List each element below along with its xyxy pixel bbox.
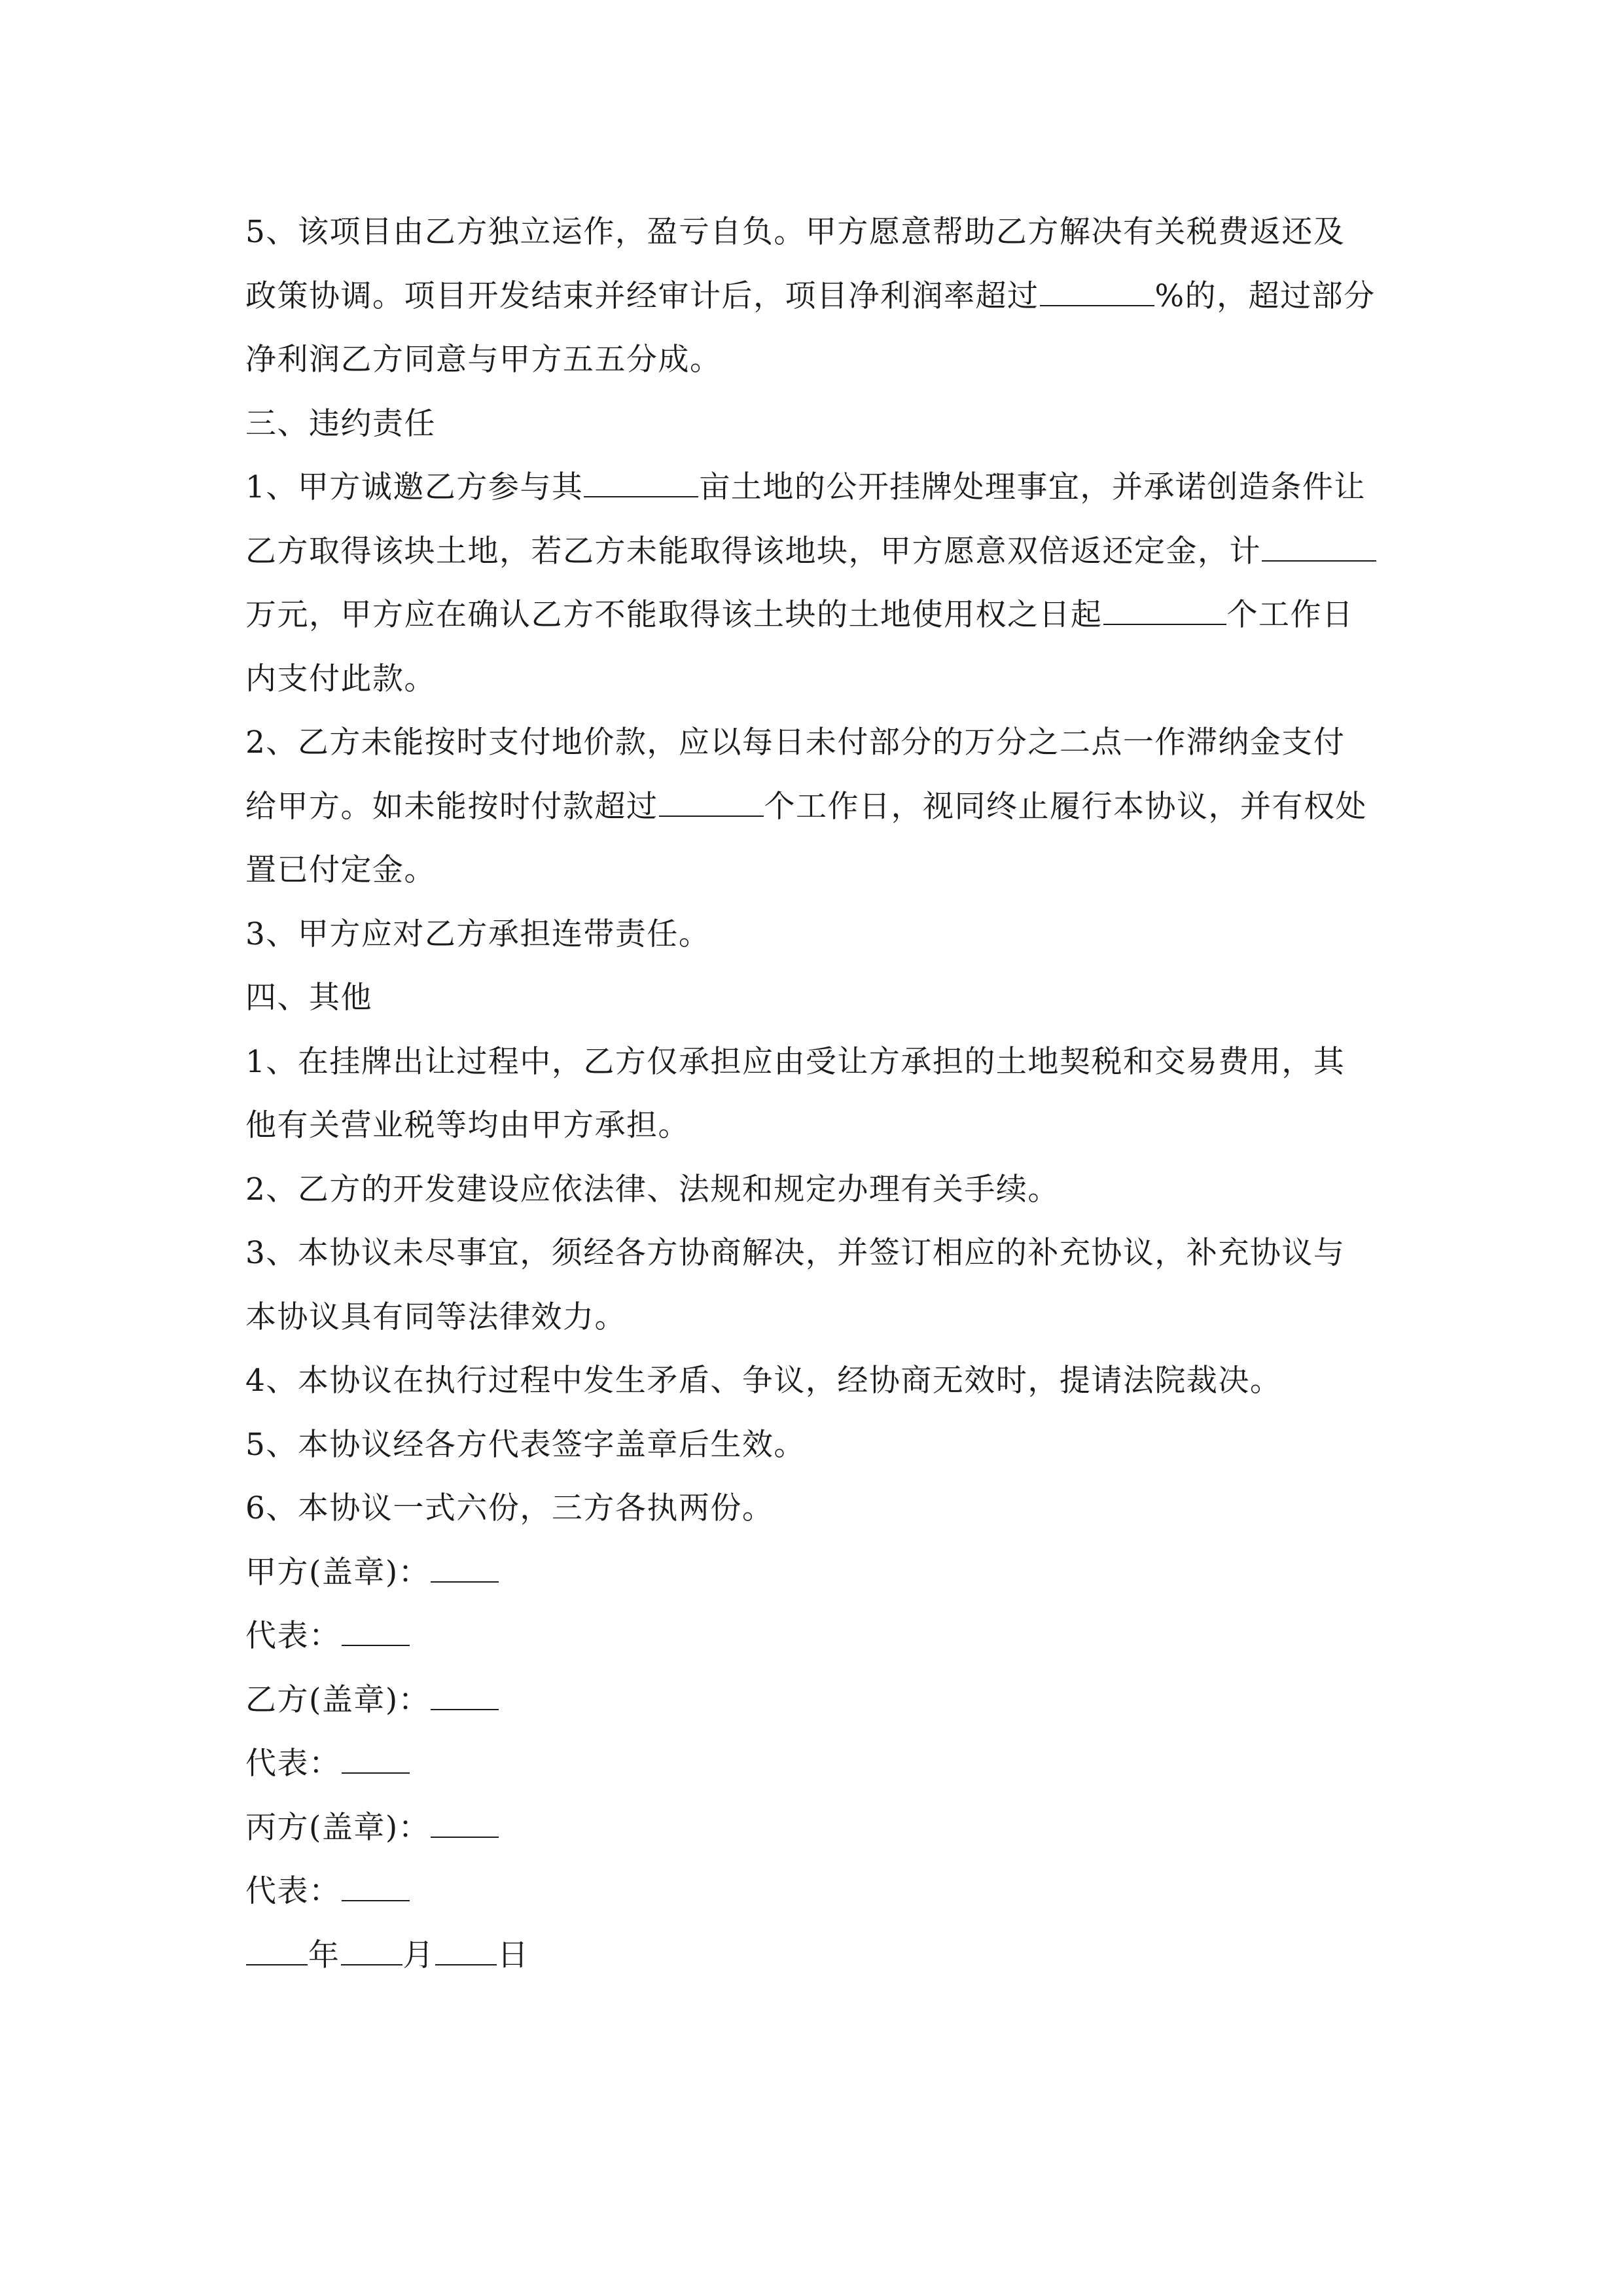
clause-3-1-line-3 [245,583,1381,647]
clause-4-1-line-1 [245,1030,1381,1094]
blank-month[interactable] [341,1933,402,1965]
text: 亩土地的公开挂牌处理事宜，并承诺创造条件让 [699,469,1366,505]
clause-4-6 [245,1477,1381,1541]
document-page [245,200,1381,1987]
blank-party-a-seal[interactable] [431,1550,499,1583]
text: 年 [308,1937,340,1973]
text: 个工作日 [1226,597,1354,633]
text: 1、甲方诚邀乙方参与其 [245,469,584,505]
blank-profit-rate[interactable] [1040,274,1154,306]
text: 4、本协议在执行过程中发生矛盾、争议，经协商无效时，提请法院裁决。 [245,1363,1282,1399]
clause-3-3 [245,903,1381,967]
text: 1、在挂牌出让过程中，乙方仅承担应由受让方承担的土地契税和交易费用，其 [245,1043,1346,1080]
party-b-seal [245,1668,1381,1732]
blank-year[interactable] [246,1933,308,1965]
text: 2、乙方的开发建设应依法律、法规和规定办理有关手续。 [245,1171,1060,1208]
clause-5-line-1 [245,200,1381,264]
text: 6、本协议一式六份，三方各执两份。 [245,1490,774,1526]
text: 5、本协议经各方代表签字盖章后生效。 [245,1426,806,1463]
text: 乙方(盖章)： [245,1681,431,1718]
section-heading-3 [245,392,1381,456]
blank-party-a-representative[interactable] [342,1613,410,1646]
text: 给甲方。如未能按时付款超过 [245,788,658,825]
blank-party-b-seal[interactable] [431,1677,499,1710]
text: 万元，甲方应在确认乙方不能取得该土块的土地使用权之日起 [245,597,1103,633]
text: 月 [402,1937,435,1973]
clause-5-line-2 [245,264,1381,329]
party-c-seal [245,1796,1381,1860]
text: 个工作日，视同终止履行本协议，并有权处 [764,788,1367,825]
text: 乙方取得该块土地，若乙方未能取得该地块，甲方愿意双倍返还定金，计 [245,533,1261,569]
party-a-seal [245,1541,1381,1605]
text: 政策协调。项目开发结束并经审计后，项目净利润率超过 [245,278,1039,314]
party-a-representative [245,1604,1381,1668]
text: 代表： [245,1873,341,1909]
section-heading-4 [245,966,1381,1030]
text: 3、甲方应对乙方承担连带责任。 [245,916,711,952]
clause-4-3-line-2 [245,1285,1381,1350]
blank-working-days[interactable] [1103,592,1226,625]
blank-amount[interactable] [1262,529,1376,562]
text: 本协议具有同等法律效力。 [245,1299,626,1335]
text: 三、违约责任 [245,405,436,442]
clause-5-line-3 [245,328,1381,392]
clause-3-2-line-3 [245,838,1381,903]
text: 四、其他 [245,980,372,1016]
clause-4-2 [245,1158,1381,1222]
clause-3-1-line-1 [245,456,1381,520]
text: 丙方(盖章)： [245,1809,431,1846]
text: %的，超过部分 [1154,278,1376,314]
text: 净利润乙方同意与甲方五五分成。 [245,342,722,378]
blank-party-c-seal[interactable] [431,1805,499,1838]
clause-3-2-line-1 [245,711,1381,775]
text: 3、本协议未尽事宜，须经各方协商解决，并签订相应的补充协议，补充协议与 [245,1235,1346,1271]
text: 代表： [245,1618,341,1654]
text: 日 [497,1937,529,1973]
text: 代表： [245,1746,341,1782]
text: 2、乙方未能按时支付地价款，应以每日未付部分的万分之二点一作滞纳金支付 [245,725,1346,761]
party-c-representative [245,1859,1381,1924]
party-b-representative [245,1732,1381,1796]
text: 置已付定金。 [245,852,436,888]
blank-overdue-days[interactable] [659,784,764,817]
date-line [245,1924,1381,1988]
text: 他有关营业税等均由甲方承担。 [245,1107,690,1143]
blank-day[interactable] [435,1933,497,1965]
text: 甲方(盖章)： [245,1554,431,1590]
blank-party-b-representative[interactable] [342,1741,410,1774]
text: 内支付此款。 [245,660,436,697]
blank-land-area[interactable] [584,465,698,497]
clause-3-2-line-2 [245,775,1381,839]
clause-4-3-line-1 [245,1221,1381,1285]
clause-3-1-line-4 [245,647,1381,711]
clause-4-5 [245,1413,1381,1477]
blank-party-c-representative[interactable] [342,1869,410,1901]
clause-4-4 [245,1349,1381,1413]
text: 5、该项目由乙方独立运作，盈亏自负。甲方愿意帮助乙方解决有关税费返还及 [245,214,1346,250]
clause-3-1-line-2 [245,520,1381,584]
clause-4-1-line-2 [245,1094,1381,1158]
